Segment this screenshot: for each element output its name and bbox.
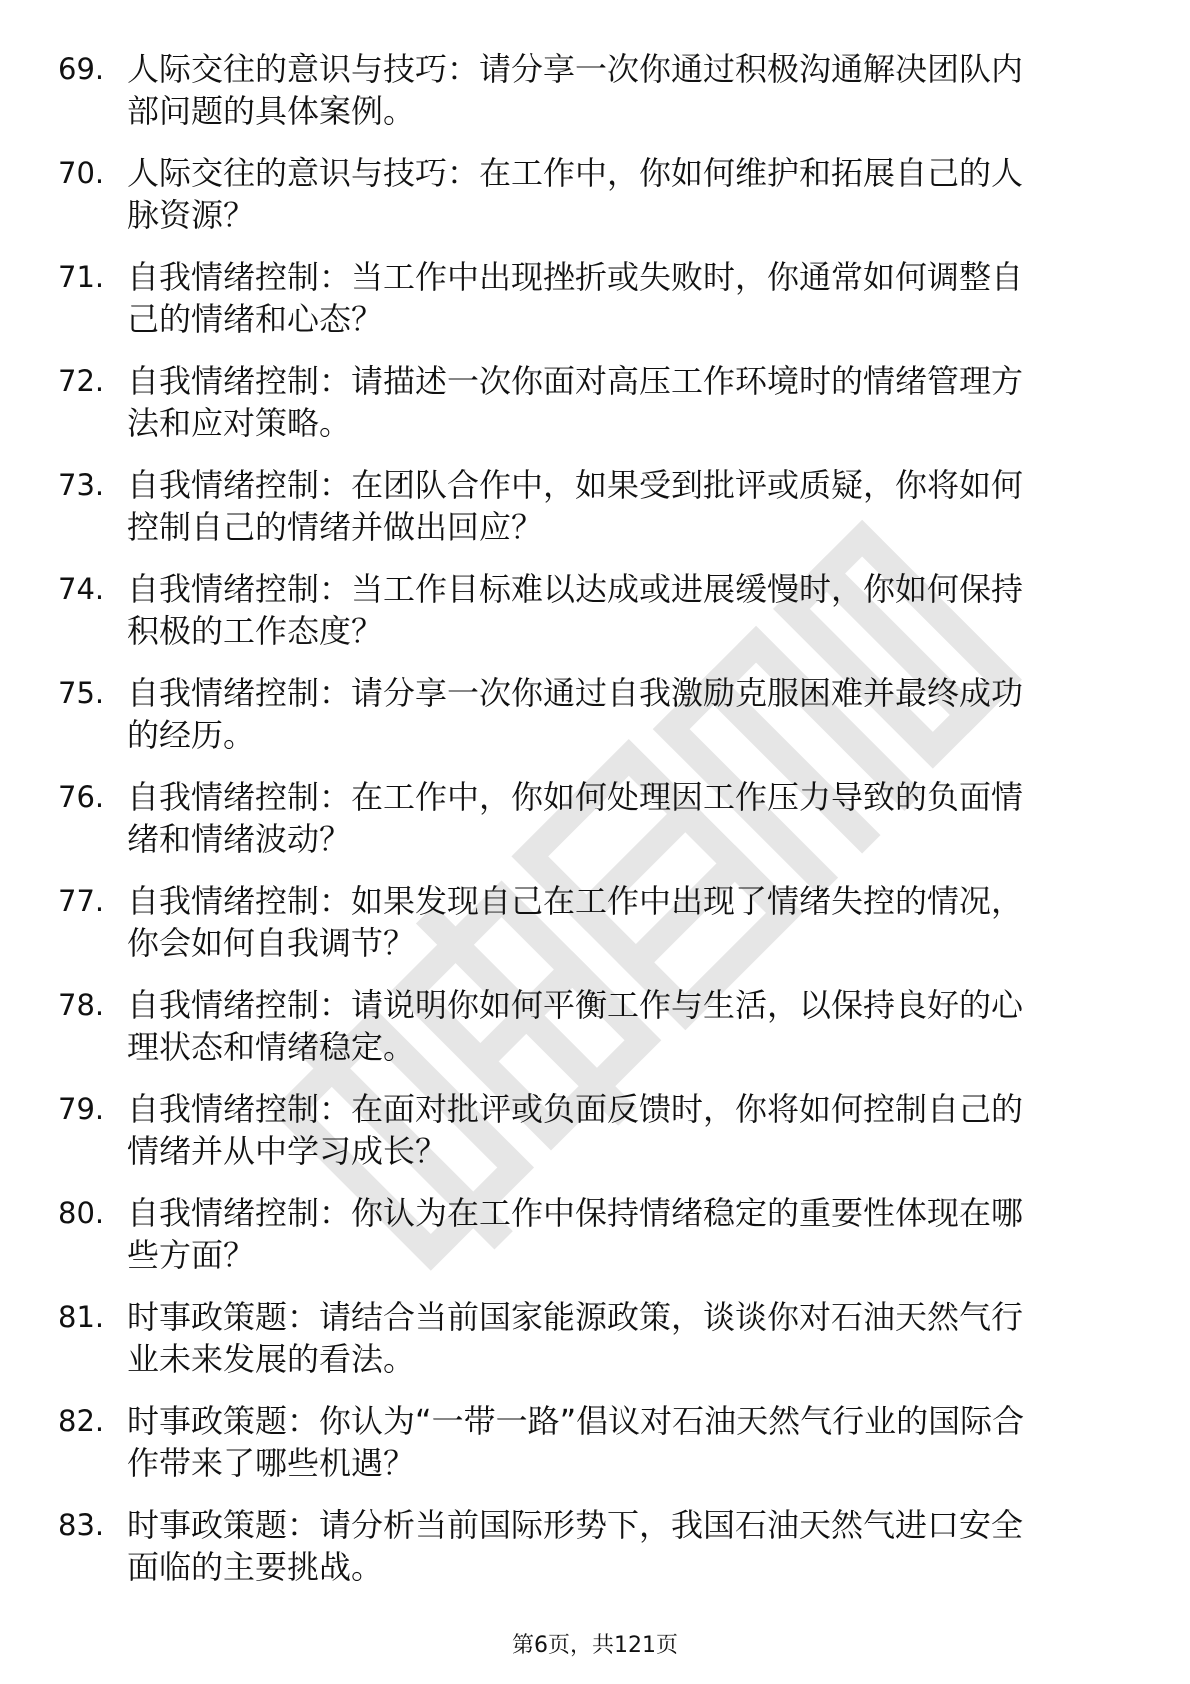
- question-number: 69.: [58, 52, 105, 86]
- question-text: [127, 464, 1127, 548]
- question-text: [127, 360, 1127, 444]
- question-line: 自我情绪控制：当工作中出现挫折或失败时，你通常如何调整自: [127, 258, 1024, 296]
- question-line: 自我情绪控制：在团队合作中，如果受到批评或质疑，你将如何: [127, 466, 1024, 504]
- question-line: 人际交往的意识与技巧：请分享一次你通过积极沟通解决团队内: [127, 50, 1024, 88]
- question-text: [127, 256, 1127, 340]
- question-text: [127, 984, 1127, 1068]
- question-line: 自我情绪控制：请描述一次你面对高压工作环境时的情绪管理方: [127, 362, 1024, 400]
- question-text: [127, 1192, 1127, 1276]
- question-text: [127, 568, 1127, 652]
- question-number: 74.: [58, 572, 105, 606]
- question-number: 71.: [58, 260, 105, 294]
- list-item: [0, 1400, 1190, 1504]
- question-line: 面临的主要挑战。: [127, 1548, 384, 1586]
- list-item: [0, 1192, 1190, 1296]
- question-line: 绪和情绪波动？: [127, 820, 352, 858]
- question-line: 人际交往的意识与技巧：在工作中，你如何维护和拓展自己的人: [127, 154, 1024, 192]
- question-text: [127, 152, 1127, 236]
- question-text: [127, 48, 1127, 132]
- question-line: 积极的工作态度？: [127, 612, 384, 650]
- question-line: 业未来发展的看法。: [127, 1340, 416, 1378]
- list-item: [0, 1504, 1190, 1608]
- question-line: 时事政策题：请结合当前国家能源政策，谈谈你对石油天然气行: [127, 1298, 1024, 1336]
- question-text: [127, 1088, 1127, 1172]
- question-number: 80.: [58, 1196, 105, 1230]
- question-line: 自我情绪控制：请分享一次你通过自我激励克服困难并最终成功: [127, 674, 1024, 712]
- question-line: 控制自己的情绪并做出回应？: [127, 508, 544, 546]
- question-number: 82.: [58, 1404, 105, 1438]
- question-line: 情绪并从中学习成长？: [127, 1132, 448, 1170]
- question-line: 自我情绪控制：请说明你如何平衡工作与生活，以保持良好的心: [127, 986, 1024, 1024]
- question-number: 77.: [58, 884, 105, 918]
- question-number: 81.: [58, 1300, 105, 1334]
- list-item: [0, 880, 1190, 984]
- list-item: [0, 256, 1190, 360]
- question-text: [127, 880, 1127, 964]
- list-item: [0, 776, 1190, 880]
- question-line: 法和应对策略。: [127, 404, 352, 442]
- list-item: [0, 48, 1190, 152]
- question-number: 73.: [58, 468, 105, 502]
- question-line: 脉资源？: [127, 196, 256, 234]
- list-item: [0, 464, 1190, 568]
- question-text: [127, 776, 1127, 860]
- question-text: [127, 1400, 1127, 1484]
- question-number: 76.: [58, 780, 105, 814]
- question-line: 自我情绪控制：当工作目标难以达成或进展缓慢时，你如何保持: [127, 570, 1024, 608]
- list-item: [0, 568, 1190, 672]
- question-number: 75.: [58, 676, 105, 710]
- question-line: 时事政策题：请分析当前国际形势下，我国石油天然气进口安全: [127, 1506, 1024, 1544]
- question-line: 你会如何自我调节？: [127, 924, 416, 962]
- question-list: [0, 48, 1190, 1608]
- question-line: 的经历。: [127, 716, 256, 754]
- page-footer: 第6页，共121页: [512, 1633, 678, 1658]
- question-number: 79.: [58, 1092, 105, 1126]
- question-line: 自我情绪控制：你认为在工作中保持情绪稳定的重要性体现在哪: [127, 1194, 1024, 1232]
- list-item: [0, 152, 1190, 256]
- question-line: 自我情绪控制：在面对批评或负面反馈时，你将如何控制自己的: [127, 1090, 1024, 1128]
- question-line: 时事政策题：你认为“一带一路”倡议对石油天然气行业的国际合: [127, 1402, 1025, 1440]
- question-text: [127, 672, 1127, 756]
- question-line: 部问题的具体案例。: [127, 92, 416, 130]
- question-number: 83.: [58, 1508, 105, 1542]
- list-item: [0, 360, 1190, 464]
- question-number: 70.: [58, 156, 105, 190]
- list-item: [0, 1088, 1190, 1192]
- question-line: 作带来了哪些机遇？: [127, 1444, 416, 1482]
- question-number: 72.: [58, 364, 105, 398]
- question-text: [127, 1296, 1127, 1380]
- question-text: [127, 1504, 1127, 1588]
- question-line: 些方面？: [127, 1236, 256, 1274]
- list-item: [0, 984, 1190, 1088]
- question-number: 78.: [58, 988, 105, 1022]
- question-line: 理状态和情绪稳定。: [127, 1028, 416, 1066]
- question-line: 自我情绪控制：在工作中，你如何处理因工作压力导致的负面情: [127, 778, 1024, 816]
- list-item: [0, 1296, 1190, 1400]
- question-line: 自我情绪控制：如果发现自己在工作中出现了情绪失控的情况，: [127, 882, 1024, 920]
- question-line: 己的情绪和心态？: [127, 300, 384, 338]
- list-item: [0, 672, 1190, 776]
